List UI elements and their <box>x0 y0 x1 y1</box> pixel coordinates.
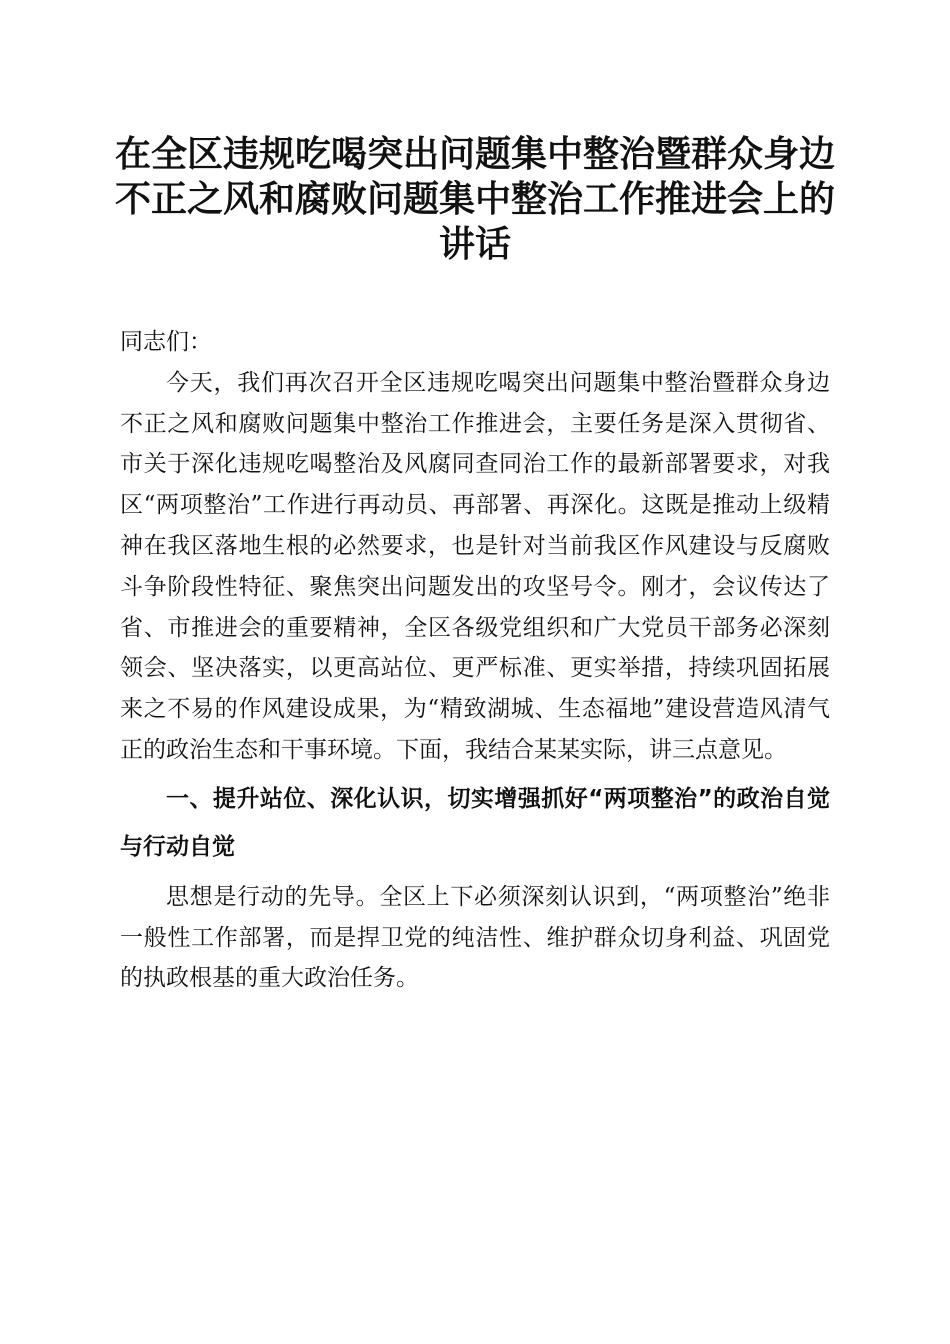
document-title <box>100 132 850 267</box>
paragraph-section-1: 思想是行动的先导。全区上下必须深刻认识到，“两项整治”绝非一般性工作部署，而是捍卫党的纯洁性、维护群众切身利益、巩固党的执政根基的重大政治任务。 <box>120 883 830 992</box>
section-heading-1: 一、提升站位、深化认识，切实增强抓好“两项整治”的政治自觉与行动自觉 <box>120 785 830 860</box>
title-line-3: 讲话 <box>438 223 511 265</box>
title-line-1: 在全区违规吃喝突出问题集中整治暨群众身边 <box>114 133 835 175</box>
paragraph-intro: 今天，我们再次召开全区违规吃喝突出问题集中整治暨群众身边不正之风和腐败问题集中整治工作推进会，主要任务是深入贯彻省、市关于深化违规吃喝整治及风腐同查同治工作的最新部署要求，对我区“两项整治”工作进行再动员、再部署、再深化。这既是推动上级精神在我区落地生根的必然要求，也是针对当前我区作风建设与反腐败斗争阶段性特征、聚焦突出问题发出的攻坚号令。刚才，会议传达了省、市推进会的重要精神，全区各级党组织和广大党员干部务必深刻领会、坚决落实，以更高站位、更严标准、更实举措，持续巩固拓展来之不易的作风建设成果，为“精致湖城、生态福地”建设营造风清气正的政治生态和干事环境。下面，我结合某某实际，讲三点意见。 <box>120 369 830 763</box>
salutation: 同志们： <box>120 329 212 355</box>
title-line-2: 不正之风和腐败问题集中整治工作推进会上的 <box>114 178 835 220</box>
document-body <box>120 322 830 999</box>
